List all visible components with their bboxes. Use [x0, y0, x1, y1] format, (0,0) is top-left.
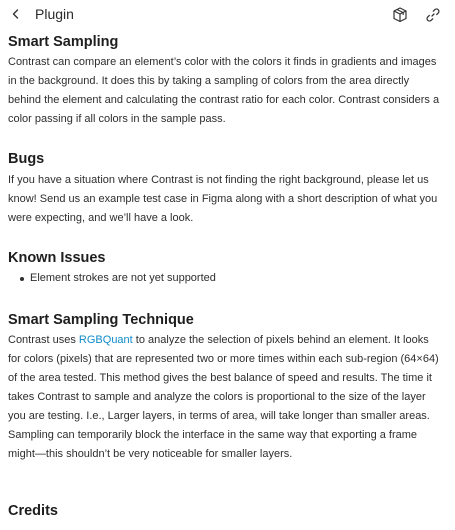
technique-text-rest: to analyze the selection of pixels behind an element. It looks for colors (pixels) that are represented two or more times within each sub-region (64×64) of the area tested. This method gives the best balance of speed and results. The time it takes Contrast to sample and analyze the colors is proportional to the size of the layer you are testing. I.e., Larger layers, in terms of area, will take longer than smaller areas. Sampling can temporarily block the interface in the same way that exporting a frame might—this shouldn’t be very noticeable for smaller layers. [8, 334, 439, 460]
back-button[interactable] [5, 3, 27, 25]
heading-credits: Credits [8, 503, 58, 519]
technique-text-start: Contrast uses [8, 334, 79, 346]
copy-link-button[interactable] [422, 4, 444, 26]
heading-smart-sampling: Smart Sampling [8, 34, 119, 50]
heading-smart-sampling-technique: Smart Sampling Technique [8, 312, 194, 328]
plugin-icon [391, 6, 409, 24]
header-title: Plugin [35, 6, 74, 22]
technique-text [8, 331, 440, 464]
plugin-button[interactable] [389, 4, 411, 26]
heading-known-issues: Known Issues [8, 250, 106, 266]
chevron-left-icon [9, 7, 23, 21]
smart-sampling-text: Contrast can compare an element’s color with the colors it finds in gradients and images in the background. It does this by taking a sampling of colors from the area directly behind the element and calculating the contrast ratio for each color. Contrast considers a color passing if all colors in the sample pass. [8, 56, 440, 125]
heading-bugs: Bugs [8, 151, 45, 167]
bullet-dot [20, 277, 24, 281]
bugs-text: If you have a situation where Contrast is not finding the right background, please let us know! Send us an example test case in Figma along with a short description of what you were expecting, and we’ll have a look. [8, 174, 438, 224]
known-issue-item [20, 269, 216, 288]
rgbquant-link[interactable]: RGBQuant [78, 334, 133, 346]
known-issue-text: Element strokes are not yet supported [30, 272, 216, 284]
link-icon [424, 6, 442, 24]
plugin-header [0, 0, 455, 30]
